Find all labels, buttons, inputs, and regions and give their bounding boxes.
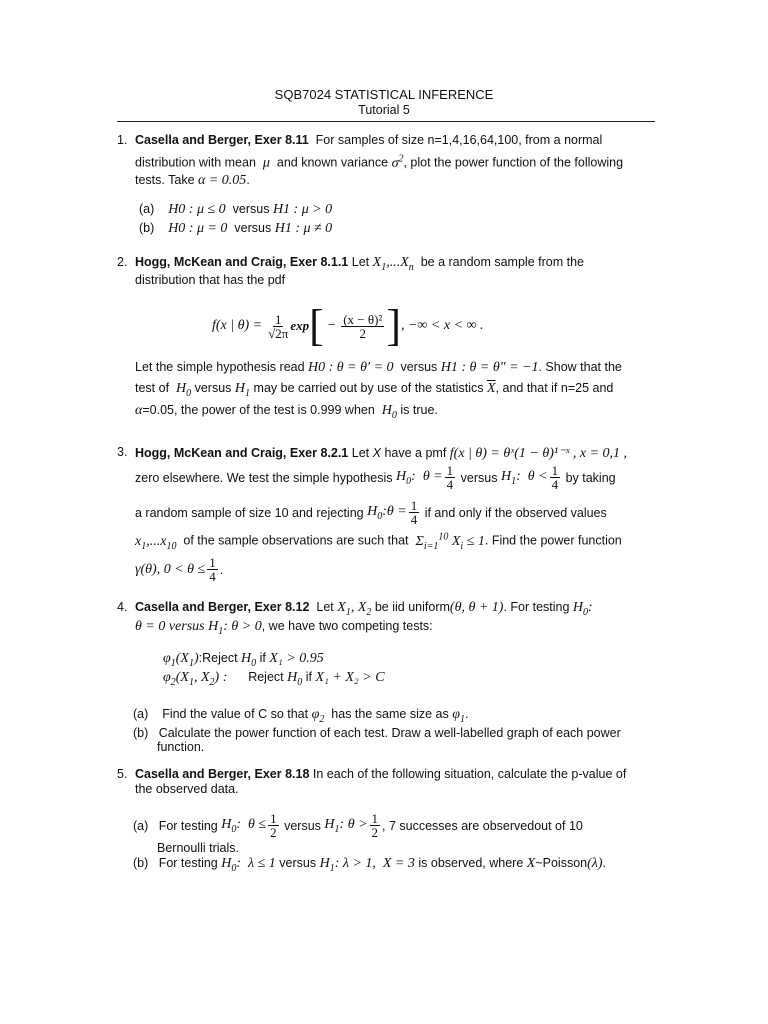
q2-h0-ref2: $H_0$ (381, 403, 397, 421)
q3-text-2c: by taking (565, 470, 616, 485)
q4-a-label: (a) (133, 707, 149, 721)
right-bracket: ] (386, 301, 401, 350)
q5-line2: the observed data. (135, 782, 239, 796)
q2-pdf-formula: f(x | θ) = $\frac{1}{√2\pi}$ exp [ − $\frac{\text{(x − θ)²}}{2}$ ] , −∞ < x < ∞ . (212, 301, 484, 350)
phi2-symbol: $\varphi_2(X_1$, $X_2$) : (163, 670, 228, 688)
document-title: SQB7024 STATISTICAL INFERENCE (274, 87, 494, 102)
q2-text-4d: , and that if n=25 and (495, 381, 614, 395)
q1-text-1: For samples of size n=1,4,16,64,100, from a normal (315, 133, 603, 147)
q3-line1 (135, 445, 627, 462)
q2-line4 (135, 381, 613, 399)
q2-source: Hogg, McKean and Craig, Exer 8.1.1 (135, 255, 349, 269)
q4-source: Casella and Berger, Exer 8.12 (135, 600, 310, 614)
q4-t1-if: if (259, 651, 266, 665)
q2-pdf-inner-den: 2 (359, 325, 367, 341)
q3-text-4b: of the sample observations are such that (183, 533, 409, 548)
q2-h0-ref: $H_0$ (176, 381, 192, 399)
q4-t1-reject: :Reject (198, 651, 238, 665)
q4-text-2a: θ = 0 versus (135, 619, 205, 634)
q1-b-versus: versus (234, 221, 272, 235)
q4-line1 (135, 600, 593, 618)
q4-number: 4. (117, 600, 128, 614)
q5-frac-2: $\frac{1}{2}$ (371, 811, 379, 840)
q4-t1-cond: X₁ > 0.95 (269, 651, 324, 666)
q4-test-1 (163, 651, 324, 669)
q3-frac-den-1: 4 (446, 477, 454, 492)
q3-text-3a: a random sample of size 10 and rejecting (135, 505, 364, 520)
q5-b-lambda: (λ) (587, 856, 603, 871)
q1-a-versus: versus (232, 202, 270, 216)
q5-a-h0: $H_0$: θ ≤ (221, 816, 267, 835)
q5-a-h1: $H_1$: θ > (324, 816, 368, 835)
q2-line2: distribution that has the pdf (135, 273, 286, 287)
q5-b-text-1: For testing (158, 856, 218, 870)
q3-pmf: f(x | θ) = θˣ(1 − θ)¹⁻ˣ , x = 0,1 , (449, 446, 628, 461)
q4-part-a: (a) Find the value of C so that $\varphi_2$ has the same size as $\varphi_1$. (133, 707, 469, 725)
q1-line1 (135, 133, 602, 147)
q1-alpha: α = 0.05 (198, 173, 247, 188)
q5-b-h1: $H_1$: λ > 1, X = 3 (319, 856, 415, 874)
q3-line2 (135, 464, 655, 491)
header-rule (117, 121, 655, 122)
q2-number: 2. (117, 255, 128, 269)
q1-b-h1: H1 : μ ≠ 0 (274, 221, 333, 236)
q5-a-label: (a) (133, 818, 149, 833)
q2-text-1b: be a random sample from the (420, 255, 584, 269)
q2-xbar: $\overline{X}$ (486, 381, 496, 396)
q5-b-text-3: ~Poisson (535, 856, 588, 870)
q2-alpha: α (135, 403, 143, 418)
q2-text-5b: is true. (400, 403, 438, 417)
q1-source: Casella and Berger, Exer 8.11 (135, 133, 309, 147)
q4-text-1a: Let (316, 600, 334, 614)
q1-part-b (139, 221, 332, 237)
q2-text-3a: Let the simple hypothesis read (135, 360, 305, 374)
q2-text-4c: may be carried out by use of the statistics (253, 381, 484, 395)
q5-line1 (135, 767, 626, 781)
q5-part-b: (b) For testing $H_0$: λ ≤ 1 versus $H_1$: λ > 1, X = 3 is observed, where X~Poisson(λ). (133, 856, 606, 874)
q2-text-5a: =0.05, the power of the test is 0.999 when (142, 403, 375, 417)
q5-b-label: (b) (133, 856, 149, 870)
q2-pdf-inner-num: (x − θ)² (343, 311, 383, 327)
q3-frac-2 (550, 464, 561, 491)
q3-line4 (135, 531, 622, 551)
q3-text-1a: Let (351, 446, 370, 460)
q5-a-text-1: For testing (158, 818, 218, 833)
q2-h1-ref: $H_1$ (234, 381, 251, 399)
q4-uniform-params: (θ, θ + 1) (449, 600, 504, 615)
q4-x1x2: $X_1$, $X_2$ (337, 600, 372, 618)
q4-b-label: (b) (133, 726, 149, 740)
q1-text-2c: , plot the power function of the following (403, 155, 624, 170)
q4-part-b (133, 726, 621, 740)
q2-line1 (135, 255, 584, 273)
q1-text-3a: tests. Take (135, 173, 195, 187)
q4-text-2b: , we have two competing tests: (261, 619, 433, 633)
q2-text-4b: versus (194, 381, 232, 395)
q1-b-label: (b) (139, 221, 155, 235)
q3-line3 (135, 499, 655, 526)
q3-frac-4 (207, 556, 218, 583)
q5-frac-1: $\frac{1}{2}$ (270, 811, 277, 840)
q2-pdf-lhs: f(x | θ) = (212, 318, 263, 333)
q3-sum-cond: $\Sigma_{i=1}^{10}$ $X_i \le 1$ (415, 531, 485, 552)
q5-b-h0: $H_0$: λ ≤ 1 (221, 856, 276, 874)
q2-h0: H0 : θ = θ′ = 0 (308, 360, 394, 375)
q1-a-h0: H0 : μ ≤ 0 (168, 202, 226, 217)
q3-frac-den-4: 4 (209, 569, 216, 584)
q3-frac-num-3: 1 (410, 498, 418, 513)
q4-h1: $H_1$: θ > 0 (208, 619, 262, 637)
q4-text-1b: be iid uniform (374, 600, 450, 614)
q2-text-3c: . Show that the (538, 360, 622, 374)
q3-frac-num-1: 1 (446, 463, 454, 478)
mu-symbol: μ (259, 155, 274, 171)
q3-frac-3 (409, 499, 420, 526)
q3-gamma: γ(θ), 0 < θ ≤ (135, 561, 206, 577)
q3-number: 3. (117, 445, 128, 459)
document-subtitle: Tutorial 5 (358, 103, 410, 117)
q4-t2-reject: Reject (248, 670, 284, 684)
q1-line3: tests. Take α = 0.05. (135, 173, 250, 188)
q4-t2-if: if (305, 670, 312, 684)
q2-sample: $X_1,...X_n$ (372, 255, 414, 273)
q3-frac-den-2: 4 (551, 477, 559, 492)
q5-b-text-2: is observed, where (418, 856, 524, 870)
q3-h1: $H_1$: θ < (500, 468, 548, 487)
q3-frac-num-4: 1 (209, 555, 216, 570)
phi1-symbol: $\varphi_1(X_1)$ (163, 651, 199, 669)
q2-line3 (135, 360, 622, 376)
q4-t2-h0: $H_0$ (287, 670, 303, 688)
q5-b-x: X (526, 856, 536, 871)
q2-text-3b: versus (400, 360, 438, 374)
q4-h0: $H_0$: (572, 600, 593, 618)
q5-a-text-2: , 7 successes are observedout of 10 (382, 818, 583, 833)
q3-frac-den-3: 4 (410, 512, 418, 527)
q3-text-1c: have a pmf (384, 446, 447, 460)
q1-a-label: (a) (139, 202, 155, 216)
q2-text-4a: test of (135, 381, 170, 395)
q5-b-versus: versus (279, 856, 317, 870)
q5-part-a (133, 812, 583, 839)
q2-line5 (135, 403, 438, 421)
q2-pdf-num: 1 (274, 311, 282, 327)
q3-frac-1 (445, 464, 456, 491)
q2-text-1a: Let (351, 255, 370, 269)
q4-line2 (135, 619, 433, 637)
left-bracket: [ (309, 301, 324, 350)
q4-b-text-1: Calculate the power function of each test. Draw a well-labelled graph of each power (158, 726, 621, 740)
q3-line5: γ(θ), 0 < θ ≤ $\frac{1}{4}$ . (135, 555, 224, 584)
q4-t1-h0: $H_0$ (241, 651, 257, 669)
q5-source: Casella and Berger, Exer 8.18 (135, 767, 310, 781)
q1-b-h0: H0 : μ = 0 (168, 221, 228, 236)
q4-part-b-cont: function. (157, 740, 205, 754)
phi2-ref: $\varphi_2$ (311, 707, 325, 725)
q1-text-2a: distribution with mean (135, 155, 256, 170)
q5-number: 5. (117, 767, 128, 781)
q2-pdf-coef (268, 313, 288, 340)
q4-a-text-1: Find the value of C so that (162, 707, 309, 721)
q1-number: 1. (117, 133, 128, 147)
q3-text-3b: if and only if the observed values (424, 505, 607, 520)
q3-x: X (372, 446, 381, 460)
q5-a-versus: versus (284, 818, 321, 833)
q3-h0: $H_0$: θ = (396, 468, 443, 487)
q4-t2-cond: X₁ + X₂ > C (315, 670, 385, 685)
q3-h0-reject: $H_0:\theta$ = (367, 503, 407, 522)
q3-sample: $x_1,...x_{10}$ (135, 533, 177, 552)
q2-h1: H1 : θ = θ″ = −1 (440, 360, 539, 375)
q1-line2 (135, 153, 623, 172)
q3-text-2a: zero elsewhere. We test the simple hypothesis (135, 470, 393, 485)
q3-text-4c: . Find the power function (484, 533, 622, 548)
q2-pdf-exp: exp (290, 318, 310, 333)
q1-part-a (139, 202, 332, 218)
q4-test-2 (163, 670, 385, 688)
q2-pdf-inner (341, 313, 384, 340)
sigma-squared: $\sigma^2$ (391, 153, 404, 171)
q3-frac-num-2: 1 (551, 463, 559, 478)
q2-pdf-range: , −∞ < x < ∞ . (400, 318, 484, 333)
q5-text-1: In each of the following situation, calculate the p-value of (312, 767, 627, 781)
phi1-ref: $\varphi_1$ (452, 707, 465, 725)
q4-a-text-2: has the same size as (331, 707, 449, 721)
q3-source: Hogg, McKean and Craig, Exer 8.2.1 (135, 446, 349, 460)
q3-text-2b: versus (460, 470, 498, 485)
q1-text-2b: and known variance (276, 155, 389, 170)
q4-text-1c: . For testing (503, 600, 570, 614)
q1-a-h1: H1 : μ > 0 (272, 202, 333, 217)
q5-part-a-cont: Bernoulli trials. (157, 841, 239, 855)
q2-pdf-den: √2π (268, 325, 289, 341)
